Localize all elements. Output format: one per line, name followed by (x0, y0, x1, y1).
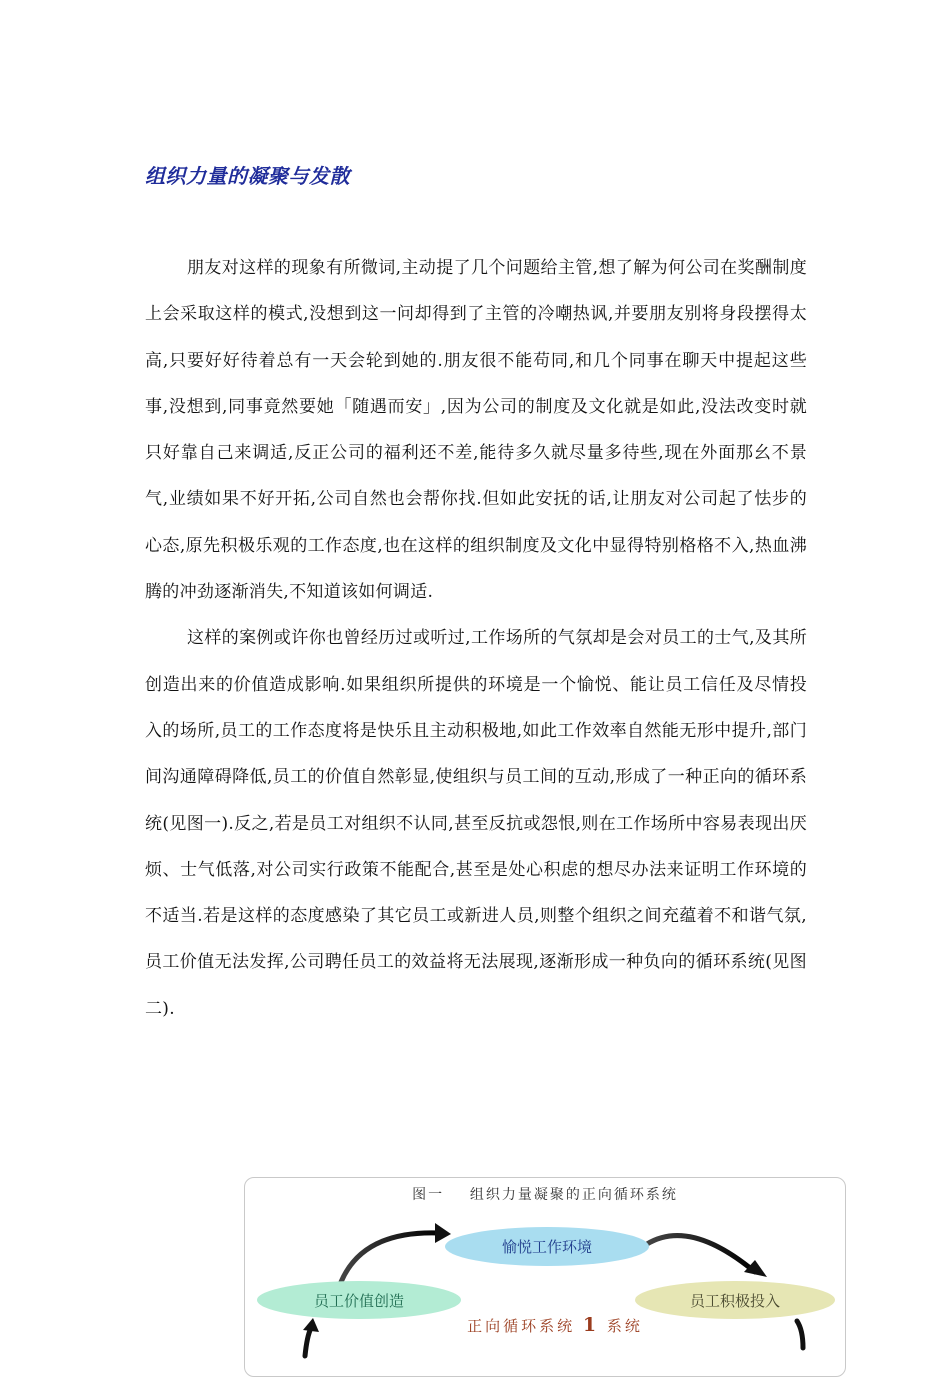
node-employee-engagement (635, 1281, 835, 1319)
node-employee-value (257, 1281, 461, 1319)
center-label-suffix: 系统 (606, 1317, 643, 1335)
cycle-arrows-diagram (245, 1178, 847, 1378)
arrow-top-to-right (647, 1236, 755, 1272)
arrowhead-bottom-to-left (303, 1318, 319, 1332)
body-text (145, 245, 807, 1032)
figure-one (244, 1177, 846, 1377)
document-title: 组织力量的凝聚与发散 (145, 164, 350, 188)
figure-caption: 图一 组织力量凝聚的正向循环系统 (412, 1187, 678, 1203)
arrowhead-top-to-right (744, 1260, 767, 1277)
paragraph: 朋友对这样的现象有所微词,主动提了几个问题给主管,想了解为何公司在奖酬制度上会采取这样的模式,没想到这一问却得到了主管的冷嘲热讽,并要朋友别将身段摆得太高,只要好好待着总有一天会轮到她的.朋友很不能苟同,和几个同事在聊天中提起这些事,没想到,同事竟然要她「随遇而安」,因为公司的制度及文化就是如此,没法改变时就只好靠自己来调适,反正公司的福利还不差,能待多久就尽量多待些,现在外面那幺不景气,业绩如果不好开拓,公司自然也会帮你找.但如此安抚的话,让朋友对公司起了怯步的心态,原先积极乐观的工作态度,也在这样的组织制度及文化中显得特别格格不入,热血沸腾的冲劲逐渐消失,不知道该如何调适. (145, 258, 807, 603)
node-label: 员工积极投入 (689, 1291, 780, 1310)
node-pleasant-environment (445, 1227, 649, 1266)
arrow-left-to-top (341, 1233, 440, 1282)
center-label-number: 1 (582, 1314, 600, 1336)
cycle-center-label (445, 1314, 665, 1336)
arrow-bottom-to-left (305, 1328, 311, 1356)
node-label: 愉悦工作环境 (501, 1238, 592, 1256)
paragraph: 这样的案例或许你也曾经历过或听过,工作场所的气氛却是会对员工的士气,及其所创造出来的价值造成影响.如果组织所提供的环境是一个愉悦、能让员工信任及尽情投入的场所,员工的工作态度将是快乐且主动积极地,如此工作效率自然能无形中提升,部门间沟通障碍降低,员工的价值自然彰显,使组织与员工间的互动,形成了一种正向的循环系统(见图一).反之,若是员工对组织不认同,甚至反抗或怨恨,则在工作场所中容易表现出厌烦、士气低落,对公司实行政策不能配合,甚至是处心积虑的想尽办法来证明工作环境的不适当.若是这样的态度感染了其它员工或新进人员,则整个组织之间充蕴着不和谐气氛,员工价值无法发挥,公司聘任员工的效益将无法展现,逐渐形成一种负向的循环系统(见图二). (145, 628, 807, 1019)
node-label: 员工价值创造 (313, 1291, 404, 1310)
center-label-prefix: 正向循环系统 (467, 1317, 576, 1335)
